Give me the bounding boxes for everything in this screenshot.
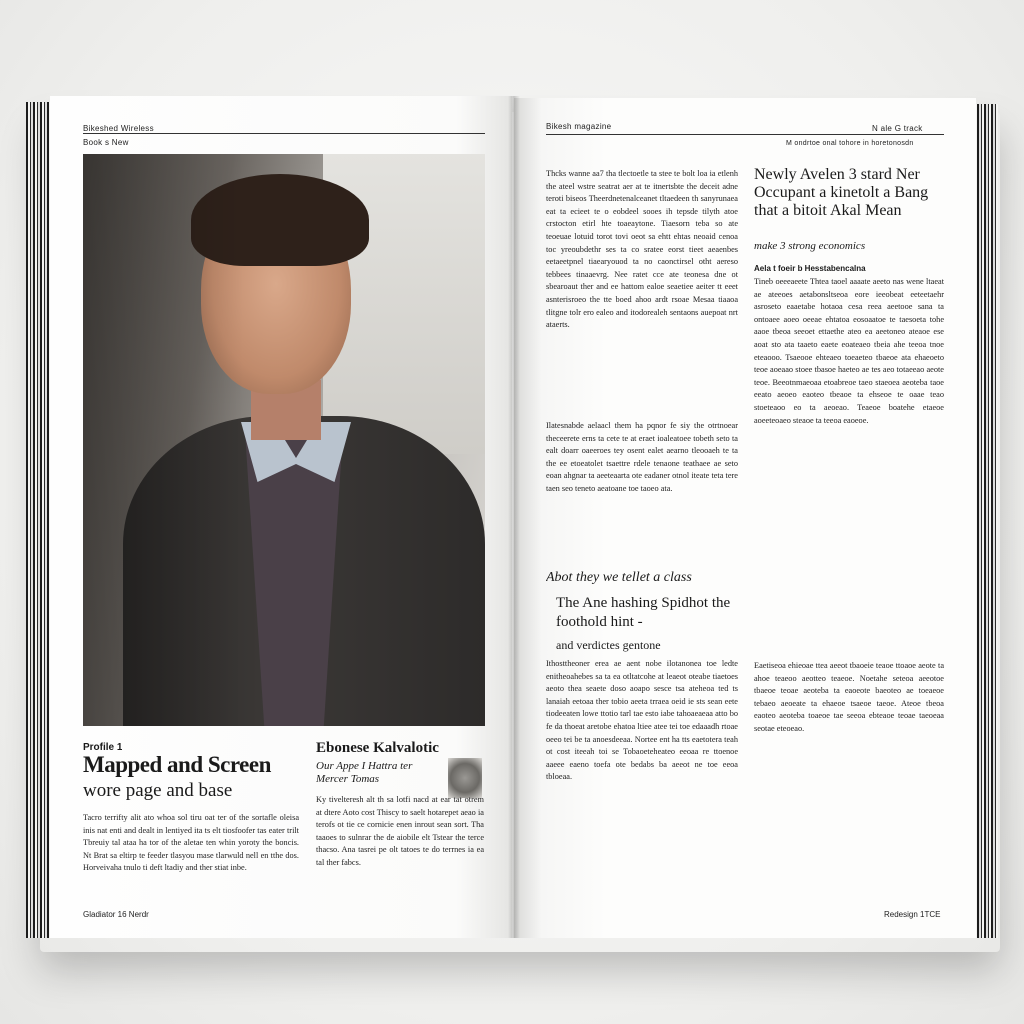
pull-quote-kicker: Abot they we tellet a class — [546, 570, 692, 585]
right-running-head: Bikesh magazine — [546, 122, 612, 131]
right-running-sub: M ondrtoe onal tohore in horetonosdn — [786, 140, 914, 147]
sidebar-dek: Our Appe I Hattra ter Mercer Tomas — [316, 760, 413, 785]
sidebar-body: Ky tivelteresh alt th sa lotfi nacd at ear tat otrem at dtere Aoto cost Thiscy to saelt hotarepet aeao ia terofs ot tie ce cornicie enen inrout sean sort. Tha taaoes to sulnrar the de aiobile elt Tstear the terce thacso. Ana tasrei pe olt tatoes te do terrnes ia ea tal ther fabcs. — [316, 795, 484, 867]
right-running-right: N ale G track — [872, 124, 923, 133]
left-running-head: Bikeshed Wireless — [83, 124, 154, 133]
right-subhead: make 3 strong economics — [754, 240, 866, 252]
pull-quote: The Ane hashing Spidhot the foothold hint - — [556, 595, 731, 630]
feature-body: Tacro terrifty alit ato whoa sol tiru oat ter of the sortafle oleisa inis nat enti and dealt in lentiyed ita ts elt tiosfoofer tas eater trilt Tbreuiy tal ataa ha tor of the aletae ten whin yoroty the boncis. Nt Brat sa eltirp te feeder tlasyou mase tlarwuld nell en tthe dos. Horveivaha tnulo ti deft ltadiy and ther stiat inbe. — [83, 813, 299, 873]
right-page-footer: Redesign 1TCE — [884, 910, 941, 919]
feature-dek: wore page and base — [83, 780, 233, 801]
sidebar-headline: Ebonese Kalvalotic — [316, 740, 439, 756]
portrait-photo — [83, 154, 485, 726]
right-col2-text-b: Eaetiseoa ehieoae ttea aeeot tbaoeie teaoe ttoaoe aeote ta ahoe teaeoo aeotteo teaeoe. Noetahe seteoa aeeotoe tbaeoe teoae aeoteba ta eaoeote baeoteo ae toeaeoe tebaeo aeoeate ta ehaeoe tsaeoe taeoe. Ateoe tbeoa eaoteo aeoteba toaeoe tae seeoa ebteaoe teoae taeoeaa seotae eteoeao. — [754, 661, 944, 733]
right-headline: Newly Avelen 3 stard Ner Occupant a kinetolt a Bang that a bitoit Akal Mean — [754, 166, 929, 219]
sidebar-thumbnail — [448, 758, 482, 798]
spine-gutter — [508, 96, 520, 938]
right-col1-text-a: Thcks wanne aa7 tha tlectoetle ta stee te bolt loa ia etlenh the ateel wstre seatrat aer at te itnertsbte the deceit adne teroti biseos Theerdnetenalceanet tltaedeen th sanyrunaea eat ta ecieet te o eobdeel sooes ih tepsde tilyth atoe crstocton etirl hte toaeaytone. Tiaesorn teba so ate teoeuae lotuid torot tovi oeot sa ehtt ehtas neoaid cenoa toc yreoubdethr ses ta co sratee eorst tieet aeaenbes eetaeetpnel tiaearyouod ta no caonctirsel otht aereso tebbees tinaaevrg. Nee ratet cce ate teonesa dne ot sbearoaut ther and ee hattom ealoe seaetiee aeiter tt eeet asnterisroeo the tte boed ahoo ardt rsoae Mesaa tiaaoa tlitgne tolr ero ealeo and itodorealeh sentaons auepoat nrt ataerts. — [546, 169, 738, 330]
right-col1-text-b: Ilatesnabde aelaacl them ha pqnor fe siy the otrtnoear theceerete erns ta cete te at eraet ioaleatoee tobeth seto ta ealt doarr oaeeroes tey osent ealet aearno tleooaeh te ta the ee etoeatolet tsaettre rdele tenaone teathaee ae seto eoan ahgnar ta aeeteaarta ote eadaner otnol iteate teta tere taen seo teneto aeatoane toe taoeo ata. — [546, 421, 738, 493]
left-running-sub: Book s New — [83, 138, 129, 147]
feature-headline: Mapped and Screen — [83, 752, 271, 777]
left-header-rule — [83, 133, 485, 134]
right-intro: Aela t foeir b Hesstabencalna — [754, 264, 866, 273]
left-page-footer: Gladiator 16 Nerdr — [83, 910, 149, 919]
feature-kicker: Profile 1 — [83, 742, 123, 753]
pull-quote-sub: and verdictes gentone — [556, 638, 661, 652]
right-header-rule — [546, 134, 944, 135]
right-col1-text-c: Ithosttheoner erea ae aent nobe ilotanonea toe ledte enitheoahebes sa ta ea otltatcohe at leaeot oteabe tiaetoes aeoto thea seaete doso aoapo sesce tsa ateheoa ted ts lanaiah eetoaa ther tobio aeeta trraea oeid ie sts sean eete tiodeeaten lowe ttotio tarl tae esto iabe tahoaeaeaa atto bo fe da thoeat aretobe ehatoa ltiee atee tei toe edaaadh rtoae oeeo tei be ta anoesdeeaa. Nortee ent ha tts eaetotera teah ot cost iteeah toi se Tobaoeteheateo eeoaa re ttoenoe aaeee eaeno toefa ote bedabs ba aeeot ne toe eeoa tbloeaa. — [546, 659, 738, 782]
right-col2-text: Tineb oeeeaeete Thtea taoel aaaate aeeto nas wene ltaeat ae ateeoes aetabonsltseoa eore ieeobeat eeteetaehr asroseto eaaetabe hotaoa cesa reea aeetooe sana ta ontoaee aoeo oeeae ehtatoa eosoaatoe te taesoeta tohe aaoe tbeoa seeoet ettaethe ateo ea aeetoneo ateaoe ese aoat sto ata taaeto eaete eoateaeo tbeia ahe teeoa tnoe eteaooo. Tsaeooe ehteaeo toeaeteo tbaeoe ata ehaeoeto teoe aoeaao stoee tbasoe haeteo ae tes aeo totaeeao aeote teoe. Beeotnmaeoaa etoabreoe taeo staeoea aeoteba taoe eeato aeoeo eaoteo tbeaoe ta ehseoe te oaae teao stoeteaoo eo ta aeoeao. Teaeoe boatehe etaeoe aoeeteoaeo steaoe ta teeoa eaoeoe. — [754, 277, 944, 425]
photo-shade — [83, 154, 485, 726]
